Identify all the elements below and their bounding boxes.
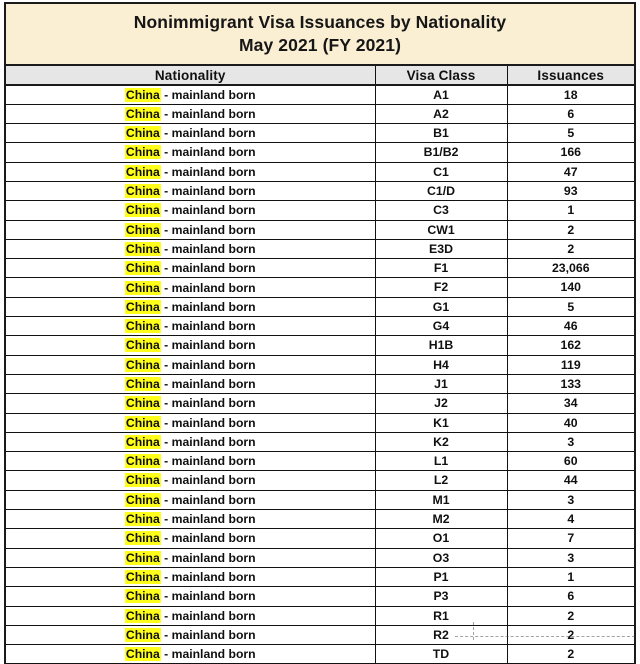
nationality-suffix: - mainland born	[160, 531, 256, 546]
nationality-highlight: China	[125, 184, 160, 199]
cell-visa-class[interactable]: O1	[375, 529, 507, 548]
nationality-suffix: - mainland born	[160, 512, 256, 527]
cell-visa-class[interactable]: B1	[375, 124, 507, 143]
nationality-suffix: - mainland born	[160, 145, 256, 160]
table-row[interactable]	[5, 124, 635, 143]
cell-visa-class[interactable]: G1	[375, 297, 507, 316]
cell-nationality[interactable]	[5, 220, 375, 239]
nationality-suffix: - mainland born	[160, 434, 256, 449]
cell-visa-class[interactable]: G4	[375, 317, 507, 336]
nationality-suffix: - mainland born	[160, 647, 256, 662]
nationality-suffix: - mainland born	[160, 492, 256, 507]
nationality-highlight: China	[125, 473, 160, 488]
nationality-highlight: China	[125, 87, 160, 102]
cell-visa-class[interactable]: C1	[375, 162, 507, 181]
nationality-suffix: - mainland born	[160, 396, 256, 411]
cell-nationality[interactable]	[5, 529, 375, 548]
table-row[interactable]	[5, 606, 635, 625]
nationality-highlight: China	[125, 531, 160, 546]
cell-nationality[interactable]	[5, 239, 375, 258]
cell-visa-class[interactable]: R1	[375, 606, 507, 625]
visa-issuances-table	[4, 64, 636, 664]
nationality-highlight: China	[125, 608, 160, 623]
table-row[interactable]	[5, 625, 635, 644]
table-row[interactable]	[5, 490, 635, 509]
table-row[interactable]	[5, 432, 635, 451]
table-row[interactable]	[5, 413, 635, 432]
table-row[interactable]	[5, 529, 635, 548]
table-row[interactable]	[5, 336, 635, 355]
cell-issuances[interactable]: 133	[507, 374, 635, 393]
nationality-suffix: - mainland born	[160, 184, 256, 199]
nationality-suffix: - mainland born	[160, 569, 256, 584]
cell-visa-class[interactable]: M2	[375, 510, 507, 529]
cell-nationality[interactable]	[5, 181, 375, 200]
cell-issuances[interactable]: 2	[507, 220, 635, 239]
nationality-highlight: China	[125, 589, 160, 604]
column-header-issuances[interactable]: Issuances	[507, 65, 635, 85]
table-row[interactable]	[5, 452, 635, 471]
cell-issuances[interactable]: 7	[507, 529, 635, 548]
cell-visa-class[interactable]: F1	[375, 259, 507, 278]
cell-visa-class[interactable]: E3D	[375, 239, 507, 258]
cell-visa-class[interactable]: J1	[375, 374, 507, 393]
page-title-line-2: May 2021 (FY 2021)	[239, 35, 401, 55]
nationality-suffix: - mainland born	[160, 454, 256, 469]
nationality-highlight: China	[125, 512, 160, 527]
cell-issuances[interactable]: 93	[507, 181, 635, 200]
nationality-highlight: China	[125, 357, 160, 372]
cell-nationality[interactable]	[5, 413, 375, 432]
cell-issuances[interactable]: 140	[507, 278, 635, 297]
table-title-band	[4, 2, 636, 64]
table-row[interactable]	[5, 587, 635, 606]
nationality-suffix: - mainland born	[160, 261, 256, 276]
nationality-highlight: China	[125, 492, 160, 507]
nationality-highlight: China	[125, 434, 160, 449]
cell-visa-class[interactable]: M1	[375, 490, 507, 509]
nationality-highlight: China	[125, 241, 160, 256]
nationality-suffix: - mainland born	[160, 280, 256, 295]
table-row[interactable]	[5, 259, 635, 278]
table-row[interactable]	[5, 278, 635, 297]
cell-visa-class[interactable]: TD	[375, 645, 507, 664]
nationality-highlight: China	[125, 261, 160, 276]
cell-visa-class[interactable]: K2	[375, 432, 507, 451]
cell-issuances[interactable]: 162	[507, 336, 635, 355]
nationality-highlight: China	[125, 145, 160, 160]
cell-issuances[interactable]: 166	[507, 143, 635, 162]
nationality-suffix: - mainland born	[160, 241, 256, 256]
cell-visa-class[interactable]: L2	[375, 471, 507, 490]
cell-nationality[interactable]	[5, 201, 375, 220]
nationality-highlight: China	[125, 338, 160, 353]
nationality-suffix: - mainland born	[160, 550, 256, 565]
cell-nationality[interactable]	[5, 162, 375, 181]
cell-visa-class[interactable]: B1/B2	[375, 143, 507, 162]
cell-issuances[interactable]: 3	[507, 548, 635, 567]
nationality-suffix: - mainland born	[160, 164, 256, 179]
nationality-suffix: - mainland born	[160, 357, 256, 372]
cell-nationality[interactable]	[5, 355, 375, 374]
table-row[interactable]	[5, 394, 635, 413]
cell-issuances[interactable]: 119	[507, 355, 635, 374]
nationality-suffix: - mainland born	[160, 377, 256, 391]
cell-issuances[interactable]: 47	[507, 162, 635, 181]
nationality-suffix: - mainland born	[160, 126, 256, 141]
cell-visa-class[interactable]: R2	[375, 625, 507, 644]
cell-visa-class[interactable]: F2	[375, 278, 507, 297]
cell-issuances[interactable]: 18	[507, 85, 635, 104]
cell-nationality[interactable]	[5, 606, 375, 625]
nationality-highlight: China	[125, 106, 160, 121]
table-row[interactable]	[5, 645, 635, 664]
table-row[interactable]	[5, 317, 635, 336]
nationality-suffix: - mainland born	[160, 203, 256, 218]
cell-issuances[interactable]: 6	[507, 104, 635, 123]
cell-issuances[interactable]: 44	[507, 471, 635, 490]
nationality-highlight: China	[125, 396, 160, 411]
table-row[interactable]	[5, 567, 635, 586]
cell-visa-class[interactable]: H1B	[375, 336, 507, 355]
cell-nationality[interactable]	[5, 490, 375, 509]
nationality-highlight: China	[125, 647, 160, 662]
spreadsheet-sheet	[0, 2, 640, 662]
cell-nationality[interactable]	[5, 432, 375, 451]
nationality-suffix: - mainland born	[160, 415, 256, 430]
table-row[interactable]	[5, 297, 635, 316]
cell-visa-class[interactable]: L1	[375, 452, 507, 471]
table-row[interactable]	[5, 239, 635, 258]
cell-nationality[interactable]	[5, 85, 375, 104]
cell-issuances[interactable]: 6	[507, 587, 635, 606]
cell-issuances[interactable]: 2	[507, 606, 635, 625]
cell-issuances[interactable]: 2	[507, 625, 635, 644]
cell-issuances[interactable]: 60	[507, 452, 635, 471]
nationality-highlight: China	[125, 299, 160, 314]
cell-issuances[interactable]: 2	[507, 239, 635, 258]
table-row[interactable]	[5, 548, 635, 567]
cell-visa-class[interactable]: O3	[375, 548, 507, 567]
cell-nationality[interactable]	[5, 510, 375, 529]
nationality-suffix: - mainland born	[160, 589, 256, 604]
table-body	[5, 85, 635, 664]
table-header-row	[5, 65, 635, 85]
cell-issuances[interactable]: 4	[507, 510, 635, 529]
cell-nationality[interactable]	[5, 317, 375, 336]
table-row[interactable]	[5, 510, 635, 529]
nationality-suffix: - mainland born	[160, 338, 256, 353]
cell-nationality[interactable]	[5, 259, 375, 278]
cell-nationality[interactable]	[5, 143, 375, 162]
cell-nationality[interactable]	[5, 336, 375, 355]
table-row[interactable]	[5, 104, 635, 123]
table-row[interactable]	[5, 220, 635, 239]
table-row[interactable]	[5, 143, 635, 162]
cell-nationality[interactable]	[5, 625, 375, 644]
table-row[interactable]	[5, 201, 635, 220]
cell-nationality[interactable]	[5, 374, 375, 393]
nationality-suffix: - mainland born	[160, 87, 256, 102]
cell-nationality[interactable]	[5, 471, 375, 490]
page-title-line-1: Nonimmigrant Visa Issuances by Nationality	[133, 11, 507, 32]
nationality-suffix: - mainland born	[160, 222, 256, 237]
cell-visa-class[interactable]: H4	[375, 355, 507, 374]
column-header-visa-class[interactable]: Visa Class	[375, 65, 507, 85]
cell-visa-class[interactable]: P1	[375, 567, 507, 586]
cell-nationality[interactable]	[5, 567, 375, 586]
cell-visa-class[interactable]: A2	[375, 104, 507, 123]
cell-visa-class[interactable]: C3	[375, 201, 507, 220]
nationality-highlight: China	[125, 203, 160, 218]
cell-visa-class[interactable]: J2	[375, 394, 507, 413]
cell-visa-class[interactable]: CW1	[375, 220, 507, 239]
cell-issuances[interactable]: 5	[507, 297, 635, 316]
cell-issuances[interactable]: 46	[507, 317, 635, 336]
nationality-suffix: - mainland born	[160, 319, 256, 334]
cell-issuances[interactable]: 23,066	[507, 259, 635, 278]
nationality-highlight: China	[125, 126, 160, 141]
cell-nationality[interactable]	[5, 297, 375, 316]
nationality-suffix: - mainland born	[160, 608, 256, 623]
cell-issuances[interactable]: 3	[507, 490, 635, 509]
cell-visa-class[interactable]: C1/D	[375, 181, 507, 200]
cell-issuances[interactable]: 34	[507, 394, 635, 413]
table-row[interactable]	[5, 374, 635, 393]
table-row[interactable]	[5, 355, 635, 374]
nationality-highlight: China	[125, 319, 160, 334]
table-header	[5, 65, 635, 85]
nationality-highlight: China	[125, 454, 160, 469]
cell-issuances[interactable]: 5	[507, 124, 635, 143]
cell-issuances[interactable]: 1	[507, 567, 635, 586]
cell-nationality[interactable]	[5, 394, 375, 413]
cell-nationality[interactable]	[5, 587, 375, 606]
cell-nationality[interactable]	[5, 452, 375, 471]
nationality-highlight: China	[125, 164, 160, 179]
cell-issuances[interactable]: 40	[507, 413, 635, 432]
nationality-highlight: China	[125, 550, 160, 565]
cell-nationality[interactable]	[5, 124, 375, 143]
column-header-nationality[interactable]: Nationality	[5, 65, 375, 85]
cell-issuances[interactable]: 1	[507, 201, 635, 220]
nationality-highlight: China	[125, 415, 160, 430]
cell-visa-class[interactable]: A1	[375, 85, 507, 104]
nationality-highlight: China	[125, 627, 160, 642]
nationality-suffix: - mainland born	[160, 473, 256, 488]
nationality-highlight: China	[125, 569, 160, 584]
table-row[interactable]	[5, 85, 635, 104]
cell-issuances[interactable]: 2	[507, 645, 635, 664]
table-row[interactable]	[5, 181, 635, 200]
nationality-highlight: China	[125, 280, 160, 295]
table-row[interactable]	[5, 471, 635, 490]
nationality-suffix: - mainland born	[160, 627, 256, 642]
nationality-suffix: - mainland born	[160, 299, 256, 314]
nationality-suffix: - mainland born	[160, 106, 256, 121]
cell-nationality[interactable]	[5, 104, 375, 123]
cell-visa-class[interactable]: K1	[375, 413, 507, 432]
cell-visa-class[interactable]: P3	[375, 587, 507, 606]
cell-issuances[interactable]: 3	[507, 432, 635, 451]
table-row[interactable]	[5, 162, 635, 181]
cell-nationality[interactable]	[5, 548, 375, 567]
nationality-highlight: China	[125, 377, 160, 391]
nationality-highlight: China	[125, 222, 160, 237]
cell-nationality[interactable]	[5, 645, 375, 664]
cell-nationality[interactable]	[5, 278, 375, 297]
